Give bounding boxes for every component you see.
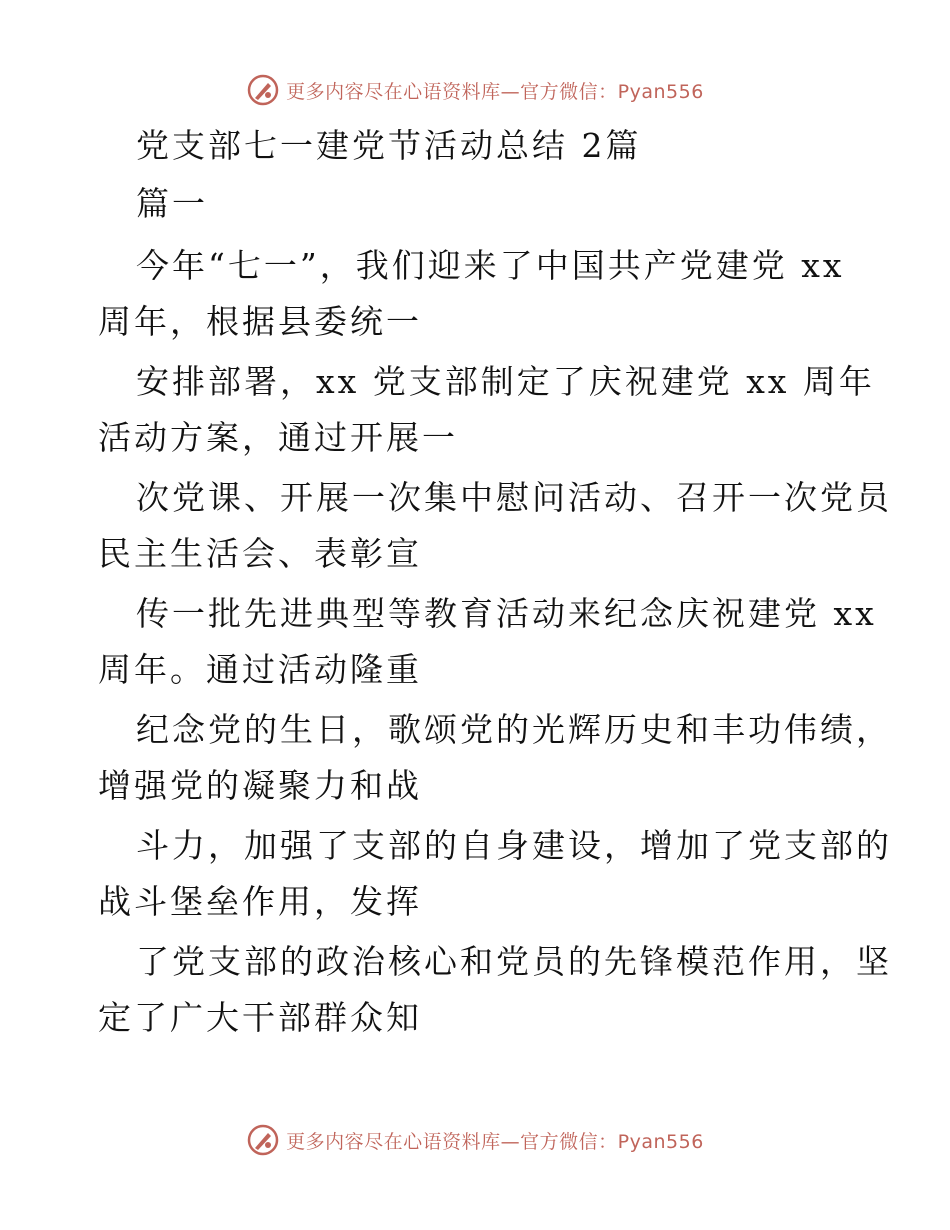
paragraph-line: 战斗堡垒作用，发挥 — [98, 882, 422, 921]
paragraph-line: 活动方案，通过开展一 — [98, 418, 458, 457]
paragraph-line: 增强党的凝聚力和战 — [98, 766, 422, 805]
pen-logo-icon — [246, 73, 280, 107]
paragraph-line: 今年“七一”，我们迎来了中国共产党建党 xx — [136, 246, 845, 285]
paragraph-line: 定了广大干部群众知 — [98, 998, 422, 1037]
paragraph-line: 斗力，加强了支部的自身建设，增加了党支部的 — [136, 826, 892, 865]
paragraph-line: 周年。通过活动隆重 — [98, 650, 422, 689]
section-heading: 篇一 — [136, 184, 208, 223]
header-watermark — [0, 70, 950, 110]
watermark-text: 更多内容尽在心语资料库—官方微信：Pyan556 — [286, 1130, 704, 1153]
paragraph-line: 传一批先进典型等教育活动来纪念庆祝建党 xx — [136, 594, 877, 633]
footer-watermark — [0, 1120, 950, 1160]
paragraph-line: 了党支部的政治核心和党员的先锋模范作用，坚 — [136, 942, 892, 981]
pen-logo-icon — [246, 1123, 280, 1157]
paragraph-line: 周年，根据县委统一 — [98, 302, 422, 341]
watermark-text: 更多内容尽在心语资料库—官方微信：Pyan556 — [286, 80, 704, 103]
paragraph-line: 纪念党的生日，歌颂党的光辉历史和丰功伟绩， — [136, 710, 892, 749]
paragraph-line: 次党课、开展一次集中慰问活动、召开一次党员 — [136, 478, 892, 517]
paragraph-line: 安排部署，xx 党支部制定了庆祝建党 xx 周年 — [136, 362, 875, 401]
paragraph-line: 民主生活会、表彰宣 — [98, 534, 422, 573]
document-title: 党支部七一建党节活动总结 2篇 — [136, 126, 642, 165]
